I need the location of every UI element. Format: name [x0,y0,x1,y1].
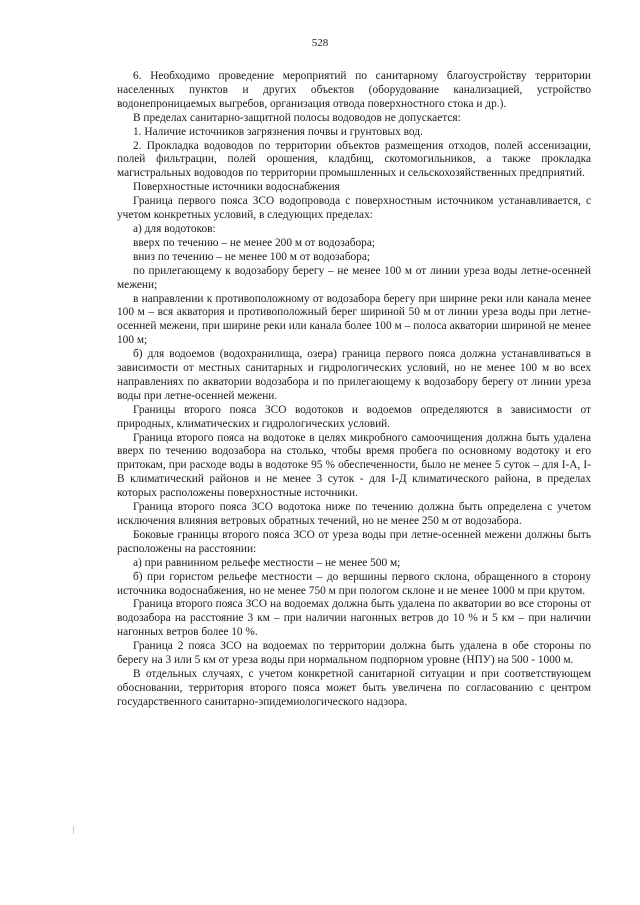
scan-mark [73,826,74,834]
list-item: а) для водотоков: [133,222,216,235]
paragraph: Граница второго пояса на водотоке в целях микробного самоочищения должна быть удалена вверх по течению водозабора на столько, чтобы время пробега по основному водотоку и его притокам, при расходе воды в водотоке 95 % обеспеченности, было не менее 5 суток – для I-А, I-В климатический районов и не менее 3 суток - для I-Д климатического района, в пределах которых расположены поверхностные источники. [117,431,591,500]
paragraph: В пределах санитарно-защитной полосы водоводов не допускается: [133,111,461,124]
list-item: по прилегающему к водозабору берегу – не менее 100 м от линии уреза воды летне-осенней межени; [117,264,591,291]
body-text [117,70,591,710]
page-number: 528 [311,37,329,49]
list-item: б) при гористом рельефе местности – до вершины первого склона, обращенного в сторону источника водоснабжения, но не менее 750 м при пологом склоне и не менее 1000 м при крутом. [117,570,591,597]
list-item: вниз по течению – не менее 100 м от водозабора; [133,250,370,263]
paragraph: Граница первого пояса ЗСО водопровода с поверхностным источником устанавливается, с учетом конкретных условий, в следующих пределах: [117,195,591,222]
paragraph: Граница второго пояса ЗСО на водоемах должна быть удалена по акватории во все стороны от водозабора на расстояние 3 км – при наличии нагонных ветров до 10 % и 5 км – при наличии нагонных ветров более 10 %. [117,598,591,639]
paragraph: Границы второго пояса ЗСО водотоков и водоемов определяются в зависимости от природных, климатических и гидрологических условий. [117,403,591,430]
section-heading: Поверхностные источники водоснабжения [133,181,340,194]
paragraph: 2. Прокладка водоводов по территории объектов размещения отходов, полей ассенизации, полей фильтрации, полей орошения, кладбищ, скотомогильников, а также прокладка магистральных водоводов по территории промышленных и сельскохозяйственных предприятий. [117,139,591,180]
paragraph: 6. Необходимо проведение мероприятий по санитарному благоустройству территории населенных пунктов и других объектов (оборудование канализацией, устройство водонепроницаемых выгребов, организация отвода поверхностного стока и др.). [117,70,591,110]
paragraph: В отдельных случаях, с учетом конкретной санитарной ситуации и при соответствующем обосновании, территория второго пояса может быть увеличена по согласованию с центром государственного санитарно-эпидемиологического надзора. [117,667,591,708]
paragraph: Граница второго пояса ЗСО водотока ниже по течению должна быть определена с учетом исключения влияния ветровых обратных течений, но не менее 250 м от водозабора. [117,501,591,527]
paragraph: 1. Наличие источников загрязнения почвы и грунтовых вод. [133,125,423,138]
paragraph: б) для водоемов (водохранилища, озера) граница первого пояса должна устанавливаться в зависимости от местных санитарных и гидрологических условий, но не менее 100 м во всех направлениях по акватории водозабора и по прилегающему к водозабору берегу от линии уреза воды при летне-осенней межени. [117,348,591,402]
list-item: а) при равнинном рельефе местности – не менее 500 м; [133,556,401,569]
paragraph: Боковые границы второго пояса ЗСО от уреза воды при летне-осенней межени должны быть расположены на расстоянии: [117,528,591,555]
list-item: вверх по течению – не менее 200 м от водозабора; [133,236,376,249]
paragraph: Граница 2 пояса ЗСО на водоемах по территории должна быть удалена в обе стороны по берегу на 3 или 5 км от уреза воды при нормальном подпорном уровне (НПУ) на 500 - 1000 м. [117,640,591,667]
list-item: в направлении к противоположному от водозабора берегу при ширине реки или канала менее 100 м – вся акватория и противоположный берег шириной 50 м от линии уреза воды при летне-осенней межени, при ширине реки или канала более 100 м – полоса акватории шириной не менее 100 м; [117,292,591,347]
